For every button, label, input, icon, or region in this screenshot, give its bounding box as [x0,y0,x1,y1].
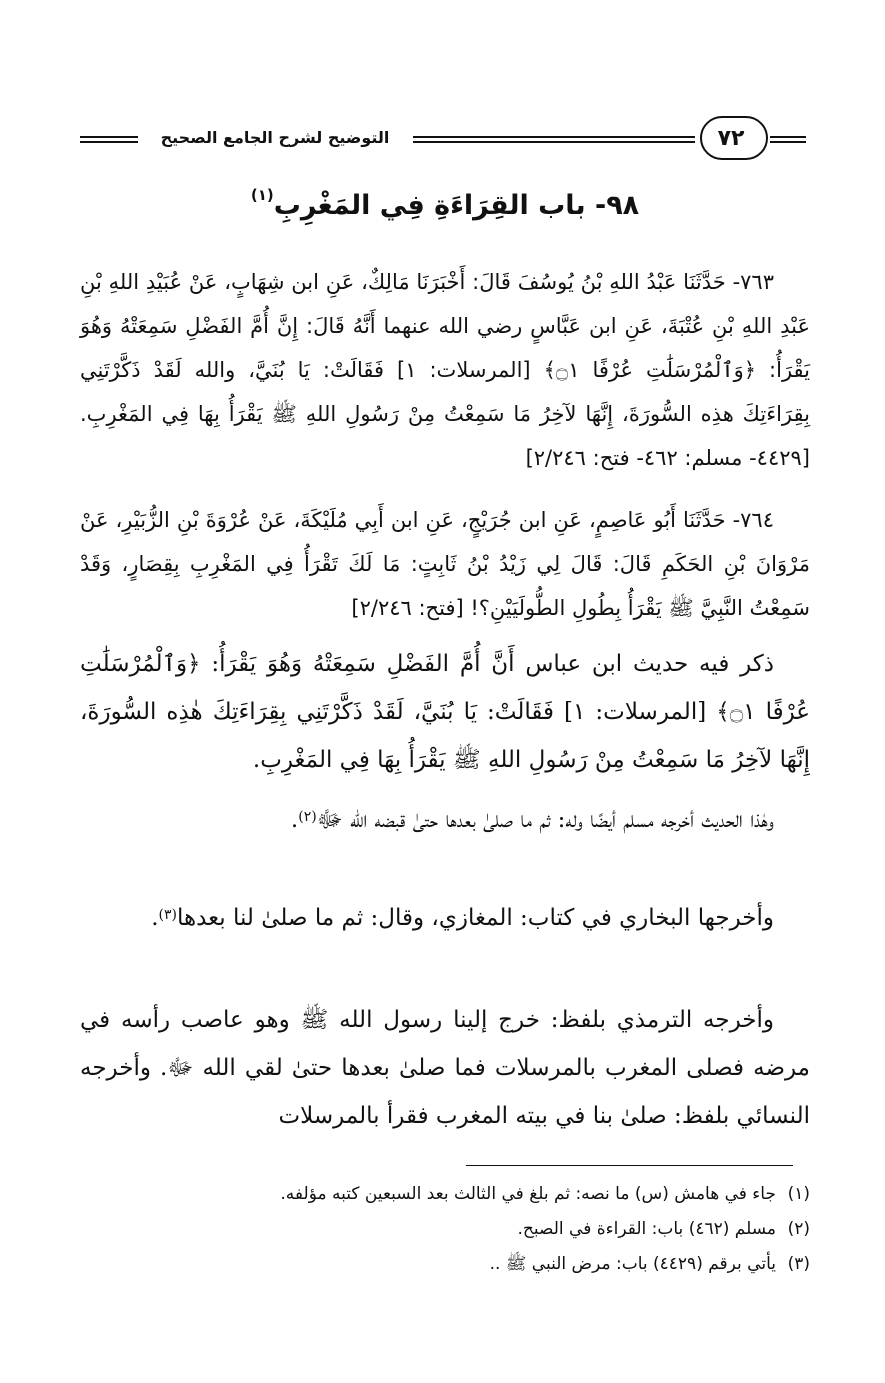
footnote-item [80,1177,810,1212]
paragraph-with-ref: وأخرجها البخاري في كتاب: المغازي، وقال: ثم ما صلىٰ لنا بعدها$^{(٣)}$. [151,905,774,931]
paragraph-text: وهٰذا الحديث أخرجه مسلم أيضًا وله: ثم ما صلىٰ بعدها حتىٰ قبضه الله ﷻ [316,807,774,833]
footnote-number: (٣) [787,1254,810,1274]
footnote-ref: (٣) [158,907,177,923]
chapter-footnote-ref: (١) [250,186,274,204]
footnote-separator [466,1165,793,1166]
hadith-763 [80,260,810,480]
footnote-item [80,1247,810,1282]
commentary-paragraph [80,796,810,844]
paragraph-text: ٧٦٤- حَدَّثَنَا أَبُو عَاصِمٍ، عَنِ ابن جُرَيْجٍ، عَنِ ابن أَبِي مُلَيْكَةَ، عَنْ عُرْوَةَ بْنِ الزُّبَيْرِ، عَنْ مَرْوَانَ بْنِ الحَكَمِ قَالَ: قَالَ لِي زَيْدُ بْنُ ثَابِتٍ: مَا لَكَ تَقْرَأُ فِي المَغْرِبِ بِقِصَارٍ، وَقَدْ سَمِعْتُ النَّبِيَّ ﷺ يَقْرَأُ بِطُولِ الطُّولَيَيْنِ؟! [فتح: ٢/٢٤٦] [80,508,810,620]
page-number-badge [700,116,768,160]
paragraph-text: وأخرجها البخاري في كتاب: المغازي، وقال: ثم ما صلىٰ لنا بعدها [176,905,774,931]
footnote-number: (٢) [787,1219,810,1239]
header-rule-right [770,136,806,143]
chapter-title: ٩٨- باب القِرَاءَةِ فِي المَغْرِبِ [273,190,640,221]
header-rule-left [80,136,138,143]
paragraph-with-ref: وهٰذا الحديث أخرجه مسلم أيضًا وله: ثم ما صلىٰ بعدها حتىٰ قبضه الله ﷻ$^{(٢)}$. [290,807,774,833]
paragraph-text: ذكر فيه حديث ابن عباس أَنَّ أُمَّ الفَضْلِ سَمِعَتْهُ وَهُوَ يَقْرَأُ: ﴿وَٱلْمُرْسَلَٰتِ عُرْفًا ۝١﴾ [المرسلات: ١] فَقَالَتْ: يَا بُنَيَّ، لَقَدْ ذَكَّرْتَنِي بِقِرَاءَتِكَ هٰذِه السُّورَةَ، إِنَّهَا لآخِرُ مَا سَمِعْتُ مِنْ رَسُولِ اللهِ ﷺ يَقْرَأُ بِهَا فِي المَغْرِبِ. [80,651,810,773]
page-number: ٧٢ [717,125,745,151]
footnote-text: جاء في هامش (س) ما نصه: ثم بلغ في الثالث بعد السبعين كتبه مؤلفه. [280,1184,776,1204]
commentary-paragraph [80,640,810,784]
footnote-text: يأتي برقم (٤٤٢٩) باب: مرض النبي ﷺ .. [489,1254,776,1274]
footnote-text: مسلم (٤٦٢) باب: القراءة في الصبح. [517,1219,776,1239]
footnote-ref: (٢) [298,809,317,825]
paragraph-text: وأخرجه الترمذي بلفظ: خرج إلينا رسول الله ﷺ وهو عاصب رأسه في مرضه فصلى المغرب بالمرسلات فما صلىٰ بعدها حتىٰ لقي الله ﷻ. وأخرجه النسائي بلفظ: صلىٰ بنا في بيته المغرب فقرأ بالمرسلات [80,1007,810,1129]
header-rule-middle [413,136,695,143]
commentary-paragraph [80,996,810,1140]
book-title: التوضيح لشرح الجامع الصحيح [160,128,390,147]
commentary-paragraph [80,894,810,942]
footnote-item [80,1212,810,1247]
paragraph-text: ٧٦٣- حَدَّثَنَا عَبْدُ اللهِ بْنُ يُوسُفَ قَالَ: أَخْبَرَنَا مَالِكٌ، عَنِ ابن شِهَابٍ، عَنْ عُبَيْدِ اللهِ بْنِ عَبْدِ اللهِ بْنِ عُتْبَةَ، عَنِ ابن عَبَّاسٍ رضي الله عنهما أَنَّهُ قَالَ: إِنَّ أُمَّ الفَضْلِ سَمِعَتْهُ وَهُوَ يَقْرَأُ: ﴿وَٱلْمُرْسَلَٰتِ عُرْفًا ۝١﴾ [المرسلات: ١] فَقَالَتْ: يَا بُنَيَّ، والله لَقَدْ ذَكَّرْتَنِي بِقِرَاءَتِكَ هذِه السُّورَةَ، إِنَّهَا لآخِرُ مَا سَمِعْتُ مِنْ رَسُولِ اللهِ ﷺ يَقْرَأُ بِهَا فِي المَغْرِبِ. [٤٤٢٩- مسلم: ٤٦٢- فتح: ٢/٢٤٦] [80,270,811,470]
page-header [80,112,810,166]
footnote-number: (١) [787,1184,810,1204]
chapter-heading [80,186,810,221]
footnotes [80,1177,810,1282]
hadith-764 [80,498,810,630]
